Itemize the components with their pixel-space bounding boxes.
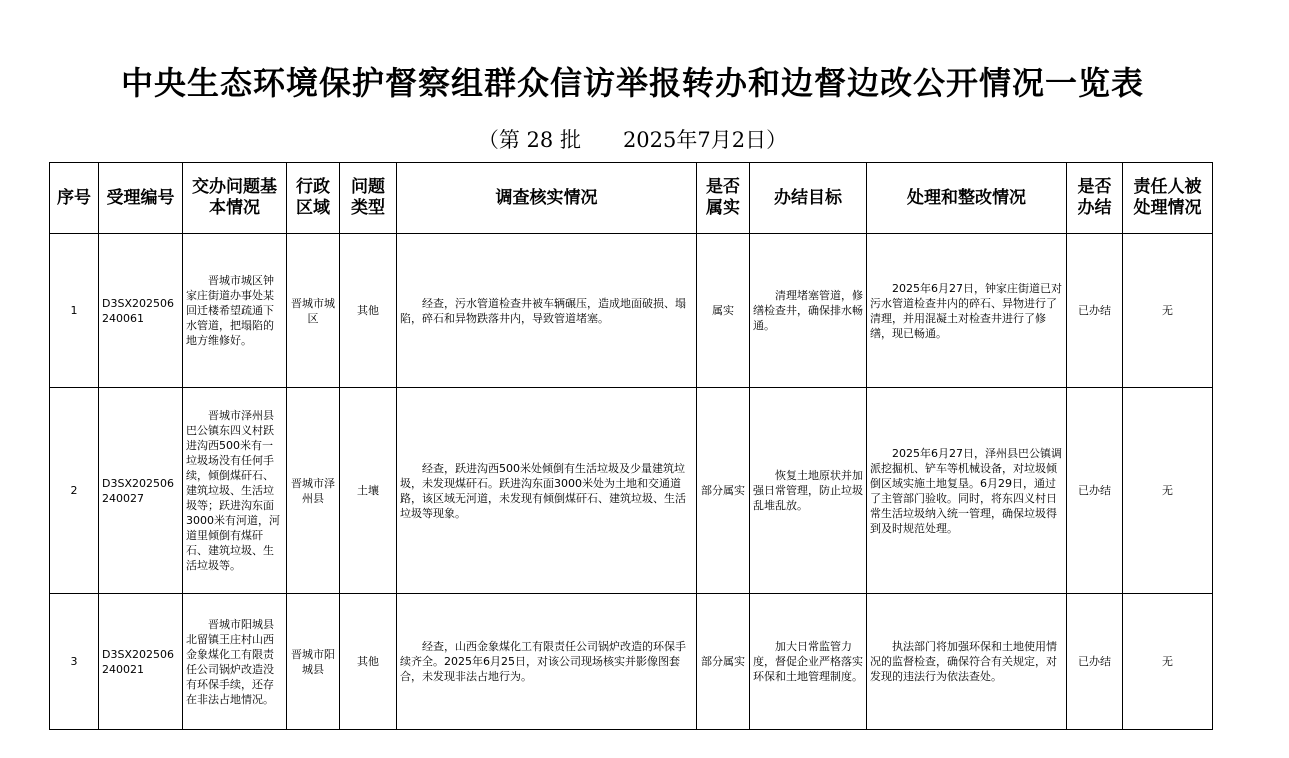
- cell-closed: 已办结: [1067, 594, 1123, 730]
- table-row: [50, 234, 1213, 388]
- header-issue: 交办问题基本情况: [183, 163, 287, 234]
- batch-subtitle: （第 28 批 2025年7月2日）: [477, 128, 788, 152]
- cell-accountability: 无: [1123, 594, 1213, 730]
- cell-type: 土壤: [340, 388, 397, 594]
- header-goal: 办结目标: [750, 163, 867, 234]
- cell-investigation: 经查，污水管道检查井被车辆碾压，造成地面破损、塌陷，碎石和异物跌落井内，导致管道堵塞。: [397, 234, 697, 388]
- cell-issue: 晋城市阳城县北留镇王庄村山西金象煤化工有限责任公司锅炉改造没有环保手续，还存在非法占地情况。: [183, 594, 287, 730]
- header-accountability: 责任人被处理情况: [1123, 163, 1213, 234]
- cell-case-id: D3SX202506240061: [99, 234, 183, 388]
- header-case-id: 受理编号: [99, 163, 183, 234]
- cell-closed: 已办结: [1067, 234, 1123, 388]
- header-closed: 是否办结: [1067, 163, 1123, 234]
- page-title: 中央生态环境保护督察组群众信访举报转办和边督边改公开情况一览表: [120, 64, 1144, 102]
- header-type: 问题类型: [340, 163, 397, 234]
- cell-verified: 属实: [697, 234, 750, 388]
- cell-case-id: D3SX202506240021: [99, 594, 183, 730]
- cell-accountability: 无: [1123, 234, 1213, 388]
- header-region: 行政区域: [287, 163, 340, 234]
- cell-accountability: 无: [1123, 388, 1213, 594]
- header-seq: 序号: [50, 163, 99, 234]
- cell-verified: 部分属实: [697, 594, 750, 730]
- disclosure-table: [49, 162, 1213, 730]
- cell-type: 其他: [340, 594, 397, 730]
- cell-handling: 执法部门将加强环保和土地使用情况的监督检查，确保符合有关规定，对发现的违法行为依法查处。: [867, 594, 1067, 730]
- cell-type: 其他: [340, 234, 397, 388]
- cell-goal: 恢复土地原状并加强日常管理，防止垃圾乱堆乱放。: [750, 388, 867, 594]
- cell-investigation: 经查，跃进沟西500米处倾倒有生活垃圾及少量建筑垃圾，未发现煤矸石。跃进沟东面3000米处为土地和交通道路，该区域无河道，未发现有倾倒煤矸石、建筑垃圾、生活垃圾等现象。: [397, 388, 697, 594]
- cell-region: 晋城市阳城县: [287, 594, 340, 730]
- cell-seq: 2: [50, 388, 99, 594]
- cell-goal: 清理堵塞管道，修缮检查井，确保排水畅通。: [750, 234, 867, 388]
- cell-closed: 已办结: [1067, 388, 1123, 594]
- table-row: [50, 388, 1213, 594]
- header-handling: 处理和整改情况: [867, 163, 1067, 234]
- cell-issue: 晋城市城区钟家庄街道办事处某回迁楼希望疏通下水管道，把塌陷的地方维修好。: [183, 234, 287, 388]
- cell-issue: 晋城市泽州县巴公镇东四义村跃进沟西500米有一垃圾场没有任何手续，倾倒煤矸石、建筑垃圾、生活垃圾等；跃进沟东面3000米有河道，河道里倾倒有煤矸石、建筑垃圾、生活垃圾等。: [183, 388, 287, 594]
- header-verified: 是否属实: [697, 163, 750, 234]
- cell-investigation: 经查，山西金象煤化工有限责任公司锅炉改造的环保手续齐全。2025年6月25日，对该公司现场核实并影像图套合，未发现非法占地行为。: [397, 594, 697, 730]
- cell-handling: 2025年6月27日，泽州县巴公镇调派挖掘机、铲车等机械设备，对垃圾倾倒区域实施土地复垦。6月29日，通过了主管部门验收。同时，将东四义村日常生活垃圾纳入统一管理，确保垃圾得到及时规范处理。: [867, 388, 1067, 594]
- cell-seq: 1: [50, 234, 99, 388]
- cell-goal: 加大日常监管力度，督促企业严格落实环保和土地管理制度。: [750, 594, 867, 730]
- header-investigation: 调查核实情况: [397, 163, 697, 234]
- cell-case-id: D3SX202506240027: [99, 388, 183, 594]
- cell-region: 晋城市泽州县: [287, 388, 340, 594]
- table-row: [50, 594, 1213, 730]
- cell-seq: 3: [50, 594, 99, 730]
- cell-handling: 2025年6月27日，钟家庄街道已对污水管道检查井内的碎石、异物进行了清理，并用混凝土对检查井进行了修缮，现已畅通。: [867, 234, 1067, 388]
- cell-region: 晋城市城区: [287, 234, 340, 388]
- header-row: [50, 163, 1213, 234]
- cell-verified: 部分属实: [697, 388, 750, 594]
